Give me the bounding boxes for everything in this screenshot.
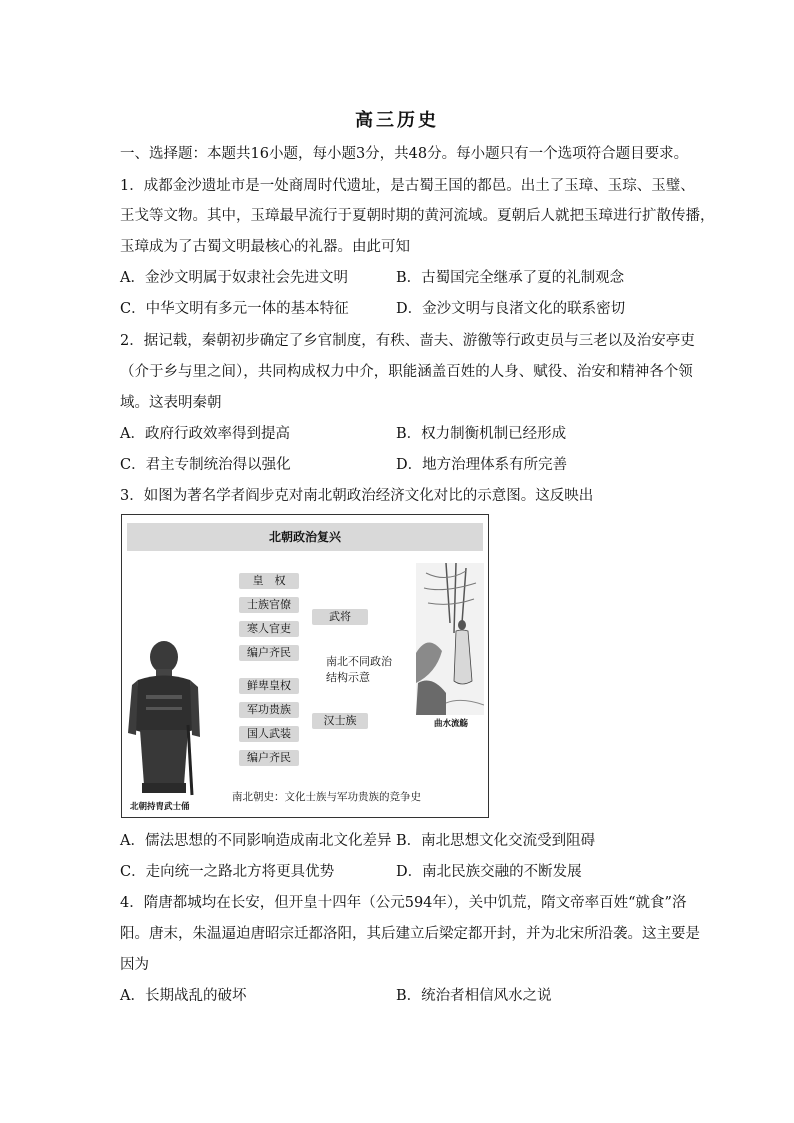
- q2-line-1: 2．据记载，秦朝初步确定了乡官制度，有秩、啬夫、游徼等行政吏员与三老以及治安亭吏: [120, 333, 695, 349]
- section-heading: 一、选择题：本题共16小题，每小题3分，共48分。每小题只有一个选项符合题目要求。: [120, 146, 689, 162]
- center-note-line-1: 南北不同政治: [326, 655, 392, 668]
- page-title: 高三历史: [355, 110, 439, 131]
- q2-option-d: D．地方治理体系有所完善: [396, 457, 568, 473]
- q1-option-a: A．金沙文明属于奴隶社会先进文明: [120, 270, 348, 286]
- q1-line-2: 王戈等文物。其中，玉璋最早流行于夏朝时期的黄河流域。夏朝后人就把玉璋进行扩散传播，: [120, 208, 715, 224]
- north-box-registered-people: 编户齐民: [239, 750, 299, 766]
- q1-option-c: C．中华文明有多元一体的基本特征: [120, 301, 349, 317]
- south-box-commoner-officials: 寒人官吏: [239, 621, 299, 637]
- q4-line-2: 阳。唐末，朱温逼迫唐昭宗迁都洛阳，其后建立后梁定都开封，并为北宋所沿袭。这主要是: [120, 926, 700, 942]
- q2-line-2: （介于乡与里之间），共同构成权力中介，职能涵盖百姓的人身、赋役、治安和精神各个领: [120, 364, 693, 380]
- figure-bottom-caption: 南北朝史：文化士族与军功贵族的竞争史: [232, 791, 421, 803]
- q2-option-a: A．政府行政效率得到提高: [120, 426, 290, 442]
- mid-box-han-gentry: 汉士族: [312, 713, 368, 729]
- q1-option-b: B．古蜀国完全继承了夏的礼制观念: [396, 270, 625, 286]
- q2-option-c: C．君主专制统治得以强化: [120, 457, 291, 473]
- warrior-statue-image: [126, 635, 206, 800]
- q3-option-a: A．儒法思想的不同影响造成南北文化差异: [120, 833, 392, 849]
- q3-option-c: C．走向统一之路北方将更具优势: [120, 864, 335, 880]
- landscape-painting-image: [416, 563, 484, 715]
- south-box-imperial-power: 皇 权: [239, 573, 299, 589]
- q3-figure: [121, 514, 489, 818]
- south-box-registered-people: 编户齐民: [239, 645, 299, 661]
- q1-option-d: D．金沙文明与良渚文化的联系密切: [396, 301, 626, 317]
- north-box-military-nobles: 军功贵族: [239, 702, 299, 718]
- q4-option-a: A．长期战乱的破坏: [120, 988, 247, 1004]
- q4-line-1: 4．隋唐都城均在长安，但开皇十四年（公元594年），关中饥荒，隋文帝率百姓“就食”洛: [120, 895, 687, 911]
- painting-caption: 曲水流觞: [434, 719, 469, 729]
- statue-caption: 北朝持胄武士俑: [130, 802, 190, 812]
- q4-line-3: 因为: [120, 957, 149, 973]
- q3-option-d: D．南北民族交融的不断发展: [396, 864, 582, 880]
- north-box-xianbei-power: 鲜卑皇权: [239, 678, 299, 694]
- q2-line-3: 域。这表明秦朝: [120, 395, 222, 411]
- q4-option-b: B．统治者相信风水之说: [396, 988, 552, 1004]
- q3-option-b: B．南北思想文化交流受到阻碍: [396, 833, 596, 849]
- south-box-gentry-officials: 士族官僚: [239, 597, 299, 613]
- q3-line-1: 3．如图为著名学者阎步克对南北朝政治经济文化对比的示意图。这反映出: [120, 488, 594, 504]
- figure-header: 北朝政治复兴: [127, 523, 483, 551]
- mid-box-generals: 武将: [312, 609, 368, 625]
- north-box-national-army: 国人武装: [239, 726, 299, 742]
- center-note-line-2: 结构示意: [326, 671, 370, 684]
- q1-line-1: 1．成都金沙遗址市是一处商周时代遗址，是古蜀王国的都邑。出土了玉璋、玉琮、玉璧、: [120, 178, 695, 194]
- q2-option-b: B．权力制衡机制已经形成: [396, 426, 567, 442]
- q1-line-3: 玉璋成为了古蜀文明最核心的礼器。由此可知: [120, 239, 410, 255]
